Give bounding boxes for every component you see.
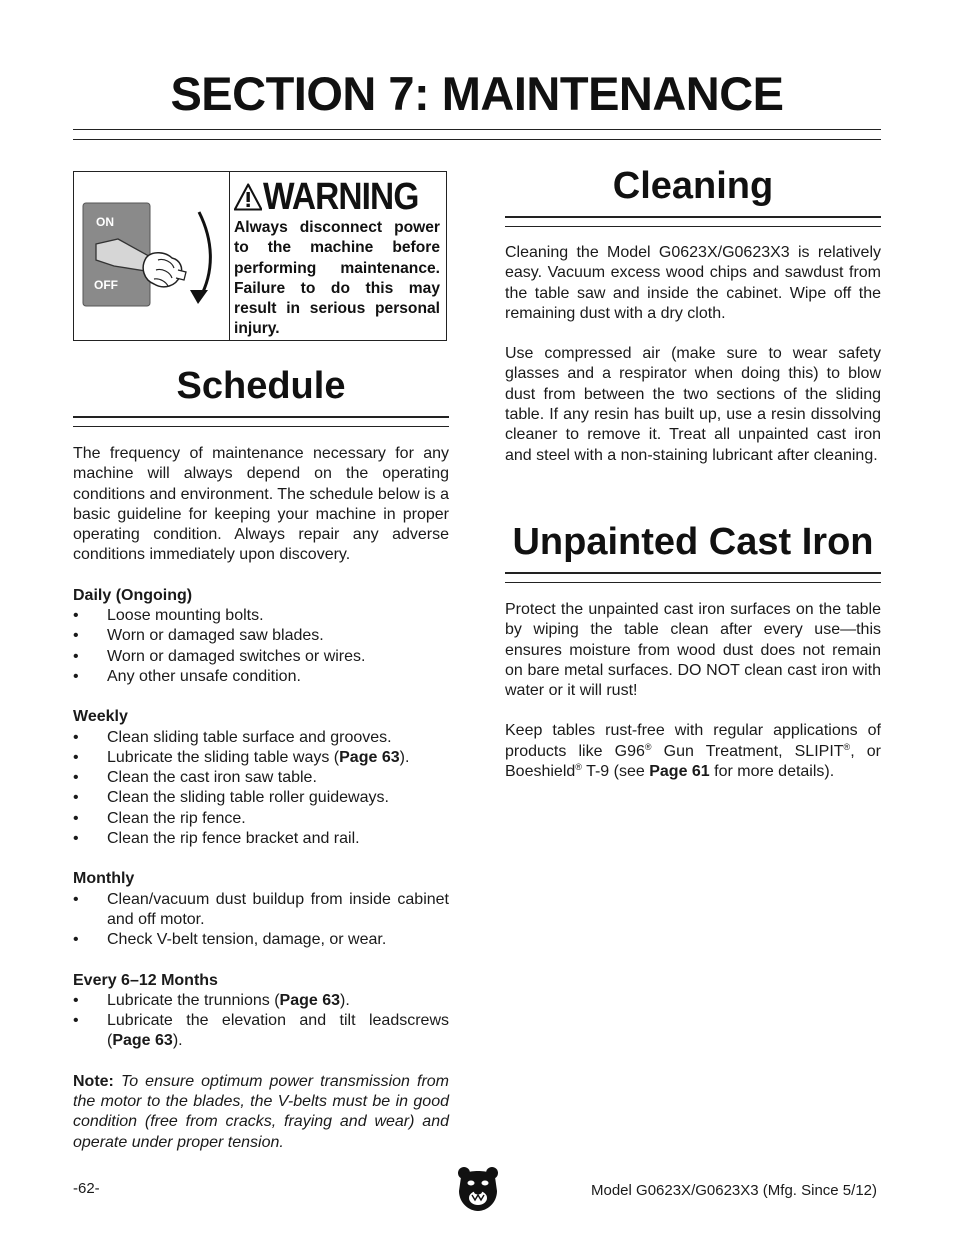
cast-iron-rule-thin xyxy=(505,582,881,583)
list-item: • Lubricate the sliding table ways (Page 63). xyxy=(73,748,410,766)
schedule-rule-thin xyxy=(73,426,449,427)
schedule-group-title: Every 6–12 Months xyxy=(73,971,218,989)
list-item: • Clean the sliding table roller guideways. xyxy=(73,789,389,807)
list-item: • Check V-belt tension, damage, or wear. xyxy=(73,931,387,949)
cast-iron-paragraph: Protect the unpainted cast iron surfaces on the table by wiping the table clean after every use—this ensures moisture from wood dust does not remain on bare metal surfaces. DO NOT clean cast iron with water or it will rust! xyxy=(505,601,881,700)
page-reference: Page 63 xyxy=(339,748,400,766)
model-info: Model G0623X/G0623X3 (Mfg. Since 5/12) xyxy=(591,1182,877,1199)
monthly-list xyxy=(73,890,449,951)
list-item: • Clean the cast iron saw table. xyxy=(73,769,317,787)
list-item: • Worn or damaged saw blades. xyxy=(73,627,324,645)
cleaning-content xyxy=(505,243,881,466)
cast-iron-heading: Unpainted Cast Iron xyxy=(512,521,874,563)
cleaning-paragraph: Use compressed air (make sure to wear safety glasses and a respirator when doing this) to blow dust from between the two sections of the sliding table. If any resin has built up, use a resin dissolving cleaner to remove it. Treat all unpainted cast iron and steel with a non-staining lubricant after cleaning. xyxy=(505,345,881,464)
cleaning-heading: Cleaning xyxy=(612,165,774,207)
cast-iron-rule xyxy=(505,572,881,574)
schedule-heading: Schedule xyxy=(176,365,346,407)
warning-heading xyxy=(234,176,440,218)
schedule-note xyxy=(73,1072,449,1153)
switch-off-label: OFF xyxy=(94,278,118,292)
list-item: • Clean/vacuum dust buildup from inside cabinet and off motor. xyxy=(73,890,449,928)
schedule-group-title: Daily (Ongoing) xyxy=(73,586,193,604)
cast-iron-content xyxy=(505,600,881,782)
page-number: -62- xyxy=(73,1180,100,1197)
page-title: SECTION 7: MAINTENANCE xyxy=(170,67,784,120)
page-reference: Page 63 xyxy=(279,991,341,1009)
note-label: Note: xyxy=(73,1072,114,1090)
switch-hand-icon xyxy=(74,172,229,340)
page-reference: Page 63 xyxy=(112,1032,173,1050)
page-reference: Page 61 xyxy=(649,763,710,781)
list-item: • Any other unsafe condition. xyxy=(73,667,301,685)
exclamation-triangle-icon xyxy=(234,180,262,214)
schedule-group-title: Monthly xyxy=(73,870,135,888)
schedule-content xyxy=(73,444,449,1153)
cleaning-rule-thin xyxy=(505,226,881,227)
switch-on-label: ON xyxy=(96,215,114,229)
warning-box xyxy=(73,171,447,341)
list-item: • Clean the rip fence bracket and rail. xyxy=(73,830,360,848)
schedule-rule xyxy=(73,416,449,418)
list-item: • Loose mounting bolts. xyxy=(73,607,264,625)
list-item: • Clean sliding table surface and grooves. xyxy=(73,728,392,746)
grizzly-bear-logo-icon xyxy=(457,1165,499,1211)
warning-text: Always disconnect power to the machine before performing maintenance. Failure to do this may result in serious personal injury. xyxy=(234,219,440,338)
six-to-twelve-months-list xyxy=(73,991,449,1052)
title-rule-bottom xyxy=(73,139,881,140)
warning-title: WARNING xyxy=(263,176,419,218)
daily-list xyxy=(73,606,449,687)
power-switch-illustration xyxy=(74,172,230,340)
cleaning-paragraph: Cleaning the Model G0623X/G0623X3 is relatively easy. Vacuum excess wood chips and sawdust from the table saw and inside the cabinet. Wipe off the remaining dust with a dry cloth. xyxy=(505,244,881,322)
cleaning-rule xyxy=(505,216,881,218)
list-item: • Worn or damaged switches or wires. xyxy=(73,647,366,665)
cast-iron-paragraph: Keep tables rust-free with regular applications of products like G96® Gun Treatment, SLIPIT®, or Boeshield® T-9 (see Page 61 for more details). xyxy=(505,722,881,781)
list-item: • Clean the rip fence. xyxy=(73,809,246,827)
schedule-intro: The frequency of maintenance necessary for any machine will always depend on the operating conditions and environment. The schedule below is a basic guideline for keeping your machine in proper operating condition. Always repair any adverse conditions immediately upon discovery. xyxy=(73,445,449,564)
list-item: • Lubricate the elevation and tilt leadscrews (Page 63). xyxy=(73,1012,449,1050)
weekly-list xyxy=(73,728,449,850)
title-rule-top xyxy=(73,129,881,130)
note-text: To ensure optimum power transmission from the motor to the blades, the V-belts must be in good condition (free from cracks, fraying and wear) and operate under proper tension. xyxy=(73,1072,449,1151)
schedule-group-title: Weekly xyxy=(73,708,128,726)
list-item: • Lubricate the trunnions (Page 63). xyxy=(73,991,350,1009)
